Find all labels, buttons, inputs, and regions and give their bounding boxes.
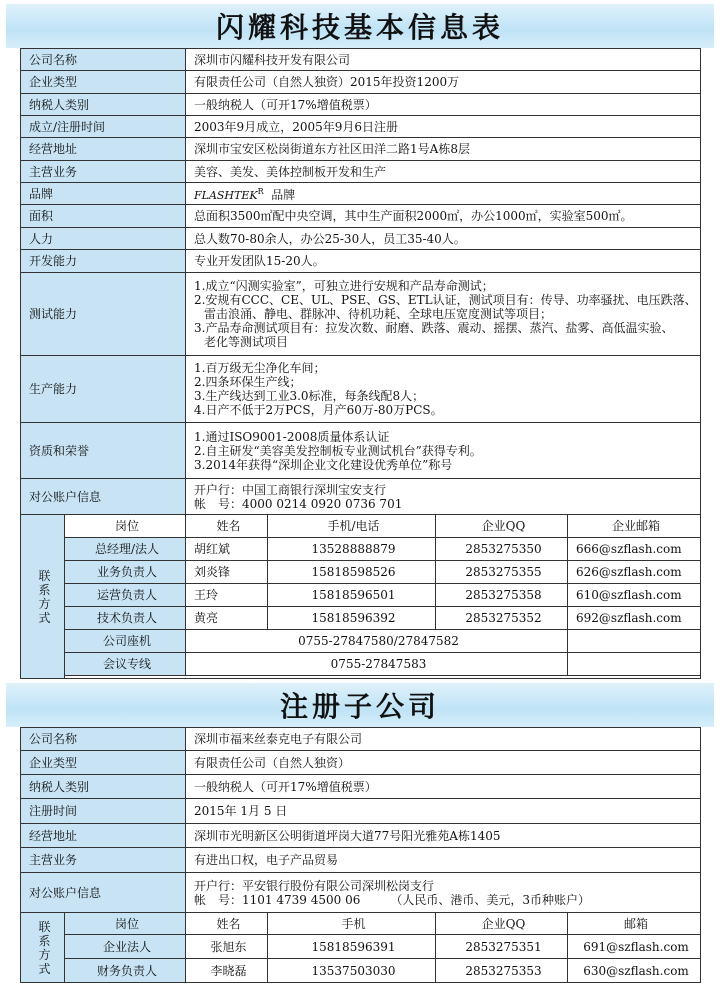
info-row <box>21 94 701 116</box>
contact-row <box>21 607 701 630</box>
test-label: 测试能力 <box>21 273 186 356</box>
contact-position: 总经理/法人 <box>65 538 186 561</box>
established-value: 2003年9月成立，2005年9月6日注册 <box>186 116 701 138</box>
production-line: 3.生产线达到工业3.0标准，每条线配8人； <box>194 389 425 403</box>
production-label: 生产能力 <box>21 356 186 423</box>
dev-label: 开发能力 <box>21 250 186 273</box>
address-value: 深圳市宝安区松岗街道东方社区田洋二路1号A栋8层 <box>186 138 701 161</box>
production-value <box>186 356 701 423</box>
info-row <box>21 116 701 138</box>
col-header-qq: 企业QQ <box>436 515 568 538</box>
contacts-group-label <box>21 515 65 679</box>
sub-contacts-group-label <box>21 913 65 983</box>
contact-row <box>21 653 701 676</box>
sub-company-type-value: 有限责任公司（自然人独资） <box>186 751 701 775</box>
contact-position: 财务负责人 <box>65 959 186 983</box>
contact-qq: 2853275353 <box>436 959 568 983</box>
sub-account-number: 帐 号：1101 4739 4500 06 （人民币、港币、美元，3币种账户） <box>194 892 590 907</box>
sub-taxpayer-label: 纳税人类别 <box>21 775 186 799</box>
page-title: 闪耀科技基本信息表 <box>215 11 504 44</box>
contacts-group-char: 系 <box>38 582 51 597</box>
sub-account-value <box>186 873 701 913</box>
empty-cell <box>568 630 701 653</box>
info-row <box>21 71 701 94</box>
info-row <box>21 479 701 515</box>
contact-email: 666@szflash.com <box>568 538 701 561</box>
test-value <box>186 273 701 356</box>
honors-label: 资质和荣誉 <box>21 423 186 479</box>
landline-label: 公司座机 <box>65 630 186 653</box>
empty-cell <box>568 653 701 676</box>
dev-value: 专业开发团队15-20人。 <box>186 250 701 273</box>
contact-phone: 13528888879 <box>268 538 436 561</box>
sub-account-bank: 开户行：平安银行股份有限公司深圳松岗支行 <box>194 878 435 893</box>
company-type-value: 有限责任公司（自然人独资）2015年投资1200万 <box>186 71 701 94</box>
contact-name: 胡红斌 <box>186 538 268 561</box>
contact-row <box>21 959 701 983</box>
info-row <box>21 799 701 824</box>
contact-qq: 2853275358 <box>436 584 568 607</box>
contacts-group-char: 式 <box>38 961 51 976</box>
info-row <box>21 356 701 423</box>
info-row <box>21 728 701 751</box>
info-row <box>21 848 701 873</box>
brand-name: FLASHTEK <box>194 188 258 202</box>
sub-address-value: 深圳市光明新区公明街道坪岗大道77号阳光雅苑A栋1405 <box>186 824 701 848</box>
col-header-phone: 手机 <box>268 913 436 935</box>
manpower-value: 总人数70-80余人，办公25-30人，员工35-40人。 <box>186 228 701 250</box>
account-number: 帐 号：4000 0214 0920 0736 701 <box>194 496 403 511</box>
contact-name: 黄亮 <box>186 607 268 630</box>
col-header-position: 岗位 <box>65 913 186 935</box>
sub-company-type-label: 企业类型 <box>21 751 186 775</box>
sub-taxpayer-value: 一般纳税人（可开17%增值税票） <box>186 775 701 799</box>
brand-label: 品牌 <box>21 183 186 205</box>
contact-email: 610@szflash.com <box>568 584 701 607</box>
contact-row <box>21 561 701 584</box>
contact-phone: 15818596391 <box>268 935 436 959</box>
info-row <box>21 423 701 479</box>
account-bank: 开户行：中国工商银行深圳宝安支行 <box>194 482 387 497</box>
sub-address-label: 经营地址 <box>21 824 186 848</box>
contact-position: 运营负责人 <box>65 584 186 607</box>
sub-registered-label: 注册时间 <box>21 799 186 824</box>
honors-line: 1.通过ISO9001-2008质量体系认证 <box>194 429 390 444</box>
business-value: 美容、美发、美体控制板开发和生产 <box>186 161 701 183</box>
contact-name: 李晓磊 <box>186 959 268 983</box>
contact-phone: 15818596392 <box>268 607 436 630</box>
company-name-value: 深圳市闪耀科技开发有限公司 <box>186 49 701 71</box>
contact-qq: 2853275351 <box>436 935 568 959</box>
main-title-banner <box>6 4 714 48</box>
col-header-name: 姓名 <box>186 515 268 538</box>
col-header-position: 岗位 <box>65 515 186 538</box>
col-header-phone: 手机/电话 <box>268 515 436 538</box>
production-line: 1.百万级无尘净化车间； <box>194 361 326 375</box>
address-label: 经营地址 <box>21 138 186 161</box>
contacts-header-row <box>21 515 701 538</box>
contacts-group-char: 方 <box>38 596 51 611</box>
contact-position: 企业法人 <box>65 935 186 959</box>
company-name-label: 公司名称 <box>21 49 186 71</box>
contact-row <box>21 935 701 959</box>
manpower-label: 人力 <box>21 228 186 250</box>
contact-phone: 15818598526 <box>268 561 436 584</box>
test-line: 雷击浪涌、静电、群脉冲、待机功耗、全球电压宽度测试等项目； <box>204 307 553 321</box>
contacts-group-char: 联 <box>38 568 51 583</box>
honors-line: 2.自主研发“美容美发控制板专业测试机台”获得专利。 <box>194 443 482 458</box>
contact-position: 业务负责人 <box>65 561 186 584</box>
landline-value: 0755-27847580/27847582 <box>186 630 568 653</box>
contact-row <box>21 538 701 561</box>
info-row <box>21 873 701 913</box>
col-header-qq: 企业QQ <box>436 913 568 935</box>
contact-qq: 2853275350 <box>436 538 568 561</box>
contact-qq: 2853275352 <box>436 607 568 630</box>
company-type-label: 企业类型 <box>21 71 186 94</box>
sub-company-name-value: 深圳市福来丝泰克电子有限公司 <box>186 728 701 751</box>
sub-registered-value: 2015年 1月 5 日 <box>186 799 701 824</box>
business-label: 主营业务 <box>21 161 186 183</box>
col-header-email: 邮箱 <box>568 913 701 935</box>
area-value: 总面积3500㎡配中央空调，其中生产面积2000㎡，办公1000㎡，实验室500㎡。 <box>186 205 701 228</box>
honors-value <box>186 423 701 479</box>
contact-phone: 15818596501 <box>268 584 436 607</box>
contact-email: 630@szflash.com <box>568 959 701 983</box>
contact-row <box>21 584 701 607</box>
sub-company-name-label: 公司名称 <box>21 728 186 751</box>
info-row <box>21 751 701 775</box>
info-row <box>21 228 701 250</box>
production-line: 4.日产不低于2万PCS，月产60万-80万PCS。 <box>194 403 443 417</box>
info-row <box>21 250 701 273</box>
contact-email: 691@szflash.com <box>568 935 701 959</box>
contact-name: 王玲 <box>186 584 268 607</box>
spacer-cell <box>65 676 701 679</box>
registered-mark: R <box>257 186 264 196</box>
main-info-table <box>20 48 701 679</box>
contact-row <box>21 630 701 653</box>
info-row <box>21 205 701 228</box>
account-value <box>186 479 701 515</box>
info-row <box>21 138 701 161</box>
contact-email: 626@szflash.com <box>568 561 701 584</box>
contacts-group-char: 式 <box>38 610 51 625</box>
col-header-name: 姓名 <box>186 913 268 935</box>
test-line: 1.成立“闪测实验室”，可独立进行安规和产品寿命测试； <box>194 279 494 293</box>
contact-name: 刘炎锋 <box>186 561 268 584</box>
contacts-group-char: 系 <box>38 933 51 948</box>
sub-account-label: 对公账户信息 <box>21 873 186 913</box>
info-row <box>21 775 701 799</box>
sub-business-value: 有进出口权，电子产品贸易 <box>186 848 701 873</box>
area-label: 面积 <box>21 205 186 228</box>
conference-label: 会议专线 <box>65 653 186 676</box>
contact-email: 692@szflash.com <box>568 607 701 630</box>
contacts-group-char: 联 <box>38 919 51 934</box>
contact-position: 技术负责人 <box>65 607 186 630</box>
account-label: 对公账户信息 <box>21 479 186 515</box>
info-row <box>21 273 701 356</box>
section-title: 注册子公司 <box>279 690 440 723</box>
col-header-email: 企业邮箱 <box>568 515 701 538</box>
sub-info-table <box>20 727 701 983</box>
honors-line: 3.2014年获得“深圳企业文化建设优秀单位”称号 <box>194 457 453 472</box>
contact-name: 张旭东 <box>186 935 268 959</box>
test-line: 2.安规有CCC、CE、UL、PSE、GS、ETL认证，测试项目有：传导、功率骚扰、电压跌落、 <box>194 293 697 307</box>
test-line: 3.产品寿命测试项目有：拉发次数、耐磨、跌落、震动、摇摆、蒸汽、盐雾、高低温实验、 <box>194 321 674 335</box>
info-row <box>21 49 701 71</box>
brand-value <box>186 183 701 205</box>
taxpayer-label: 纳税人类别 <box>21 94 186 116</box>
sub-business-label: 主营业务 <box>21 848 186 873</box>
test-line: 老化等测试项目 <box>204 335 289 349</box>
info-row <box>21 824 701 848</box>
info-row <box>21 161 701 183</box>
conference-value: 0755-27847583 <box>186 653 568 676</box>
brand-suffix: 品牌 <box>271 187 296 202</box>
contact-phone: 13537503030 <box>268 959 436 983</box>
sub-title-banner <box>6 683 714 727</box>
established-label: 成立/注册时间 <box>21 116 186 138</box>
contacts-header-row <box>21 913 701 935</box>
contacts-group-char: 方 <box>38 947 51 962</box>
info-row <box>21 183 701 205</box>
taxpayer-value: 一般纳税人（可开17%增值税票） <box>186 94 701 116</box>
contact-qq: 2853275355 <box>436 561 568 584</box>
spacer-row <box>21 676 701 679</box>
production-line: 2.四条环保生产线； <box>194 375 302 389</box>
